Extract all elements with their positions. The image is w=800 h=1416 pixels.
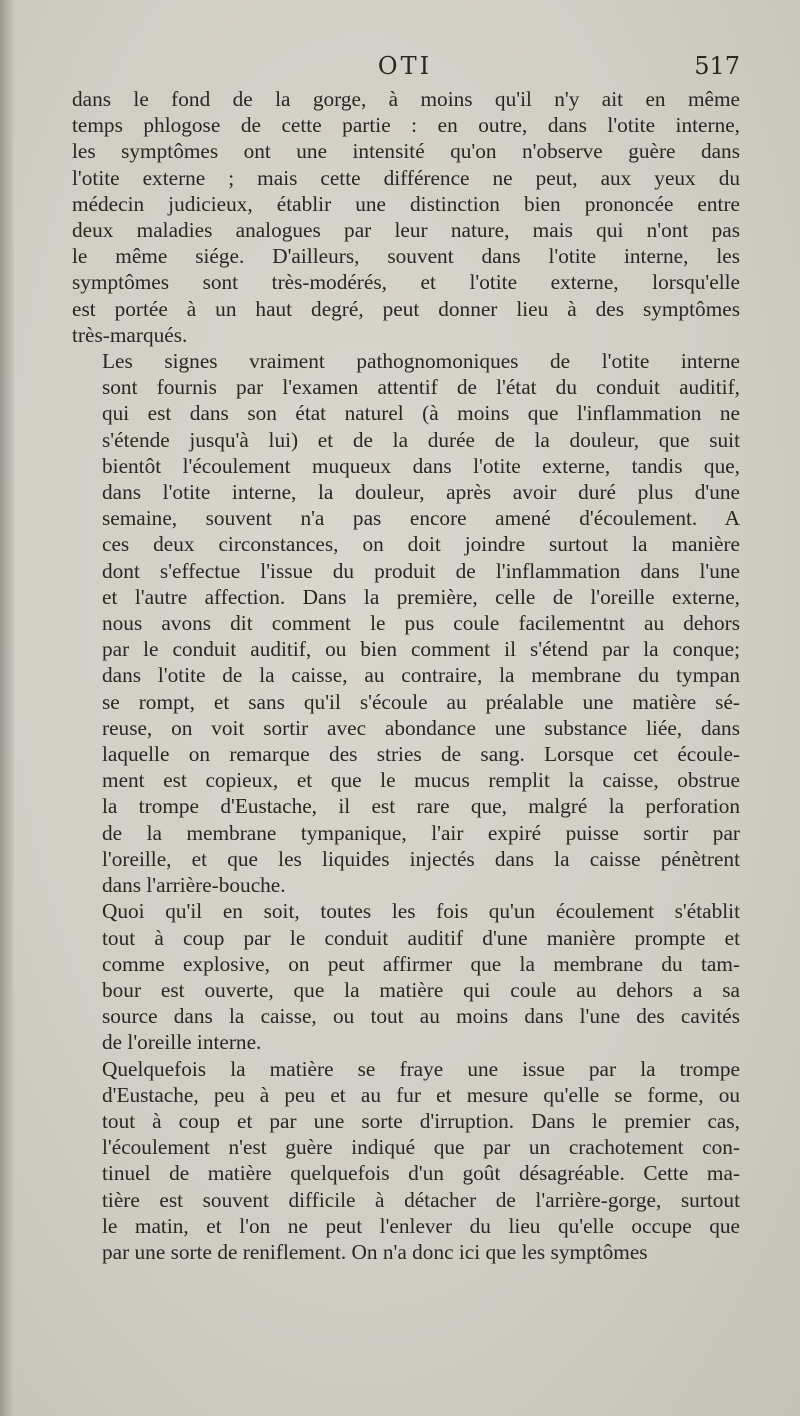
text-line: par une sorte de reniflement. On n'a donc ici que les symptômes [102,1239,648,1264]
text-line: dans l'otite interne, la douleur, après avoir duré plus d'une [102,480,740,505]
text-line: symptômes sont très-modérés, et l'otite externe, lorsqu'elle [72,270,740,295]
text-line: est portée à un haut degré, peut donner lieu à des symptômes [72,296,740,321]
text-line: semaine, souvent n'a pas encore amené d'écoulement. A [102,506,740,531]
text-line: tinuel de matière quelquefois d'un goût désagréable. Cette ma- [102,1161,740,1186]
text-line: très-marqués. [72,322,188,347]
text-line: tière est souvent difficile à détacher de l'arrière-gorge, surtout [102,1187,740,1212]
text-line: Quoi qu'il en soit, toutes les fois qu'un écoulement s'établit [102,899,740,924]
text-line: de la membrane tympanique, l'air expiré puisse sortir par [102,820,740,845]
text-line: se rompt, et sans qu'il s'écoule au préalable une matière sé- [102,689,740,714]
text-line: qui est dans son état naturel (à moins que l'inflammation ne [102,401,740,426]
paragraph [72,1056,740,1266]
text-line: tout à coup et par une sorte d'irruption. Dans le premier cas, [102,1108,740,1133]
text-line: comme explosive, on peut affirmer que la membrane du tam- [102,951,740,976]
body-text [72,86,740,1265]
text-line: temps phlogose de cette partie : en outre, dans l'otite interne, [72,113,740,138]
running-head: OTI [377,52,433,80]
text-line: source dans la caisse, ou tout au moins dans l'une des cavités [102,1004,740,1029]
text-line: le même siége. D'ailleurs, souvent dans l'otite interne, les [72,244,740,269]
text-line: deux maladies analogues par leur nature, mais qui n'ont pas [72,218,740,243]
text-line: nous avons dit comment le pus coule facilementnt au dehors [102,611,740,636]
text-line: l'otite externe ; mais cette différence ne peut, aux yeux du [72,165,740,190]
page-gutter-shadow [0,0,14,1416]
paragraph [72,348,740,898]
text-line: l'écoulement n'est guère indiqué que par un crachotement con- [102,1135,740,1160]
text-line: le matin, et l'on ne peut l'enlever du lieu qu'elle occupe que [102,1213,740,1238]
text-line: la trompe d'Eustache, il est rare que, malgré la perforation [102,794,740,819]
text-line: dont s'effectue l'issue du produit de l'inflammation dans l'une [102,558,740,583]
text-line: ces deux circonstances, on doit joindre surtout la manière [102,532,740,557]
text-line: sont fournis par l'examen attentif de l'état du conduit auditif, [102,375,740,400]
text-line: par le conduit auditif, ou bien comment il s'étend par la conque; [102,637,740,662]
text-line: ment est copieux, et que le mucus remplit la caisse, obstrue [102,768,740,793]
text-line: laquelle on remarque des stries de sang. Lorsque cet écoule- [102,742,740,767]
text-line: et l'autre affection. Dans la première, celle de l'oreille externe, [102,584,740,609]
text-line: les symptômes ont une intensité qu'on n'observe guère dans [72,139,740,164]
text-line: bour est ouverte, que la matière qui coule au dehors a sa [102,977,740,1002]
page-header [70,52,740,86]
text-line: s'étende jusqu'à lui) et de la durée de la douleur, que suit [102,427,740,452]
text-line: tout à coup par le conduit auditif d'une manière prompte et [102,925,740,950]
text-line: reuse, on voit sortir avec abondance une substance liée, dans [102,715,740,740]
text-line: l'oreille, et que les liquides injectés dans la caisse pénètrent [102,846,740,871]
text-line: Quelquefois la matière se fraye une issue par la trompe [102,1056,740,1081]
text-line: Les signes vraiment pathognomoniques de l'otite interne [102,349,740,374]
text-line: de l'oreille interne. [102,1030,262,1055]
text-line: médecin judicieux, établir une distinction bien prononcée entre [72,191,740,216]
paragraph [72,86,740,348]
text-line: dans l'arrière-bouche. [102,873,286,898]
paragraph [72,898,740,1055]
text-line: dans le fond de la gorge, à moins qu'il n'y ait en même [72,87,740,111]
text-line: d'Eustache, peu à peu et au fur et mesure qu'elle se forme, ou [102,1082,740,1107]
page-number: 517 [694,52,740,80]
text-line: dans l'otite de la caisse, au contraire, la membrane du tympan [102,663,740,688]
text-line: bientôt l'écoulement muqueux dans l'otite externe, tandis que, [102,453,740,478]
